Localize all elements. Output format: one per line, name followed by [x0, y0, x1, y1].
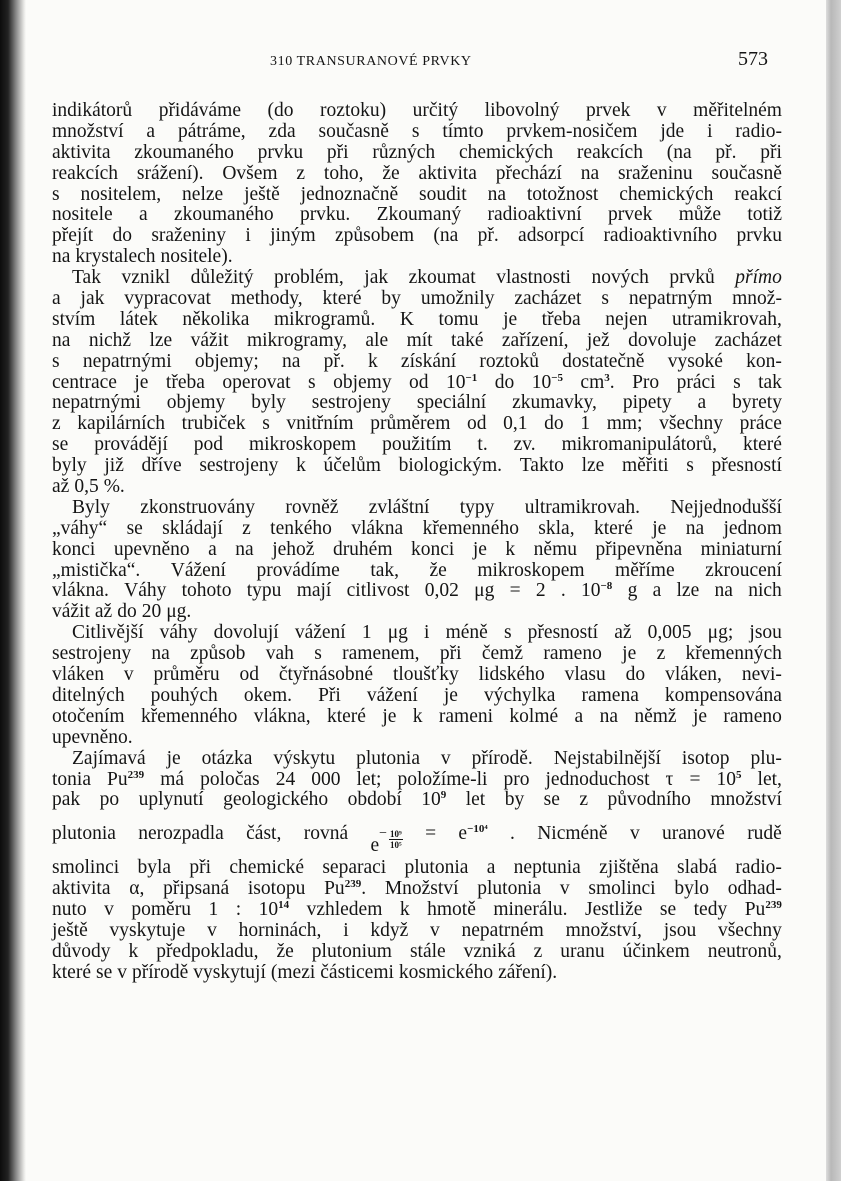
page-body-text: [52, 101, 782, 984]
text-line: důvody k předpokladu, že plutonium stále vzniká z uranu účinkem neutronů,: [52, 940, 782, 962]
text-line: a jak vypracovat methody, které by umožnily zacházet s nepatrným množ-: [52, 288, 782, 310]
text-line: „mistička“. Vážení provádíme tak, že mikroskopem měříme zkroucení: [52, 559, 782, 581]
text-line: na krystalech nositele).: [52, 246, 233, 268]
text-line: pak po uplynutí geologického období $10^9$ let by se z původního množství: [52, 789, 782, 811]
text-line: vláken v průměru od čtyřnásobné tloušťky lidského vlasu do vláken, nevi-: [52, 664, 782, 686]
text-line: se provádějí pod mikroskopem použitím t. zv. mikromanipulátorů, které: [52, 434, 782, 456]
text-line: aktivita zkoumaného prvku při různých chemických reakcích (na př. při: [52, 141, 782, 163]
text-line: tonia Pu$^{239}$ má poločas 24 000 let; položíme-li pro jednoduchost τ = $10^5$ let,: [52, 768, 782, 790]
superscript: 14: [278, 899, 290, 912]
superscript: 239: [344, 878, 362, 891]
text-line: ditelných pouhých okem. Při vážení je výchylka ramena kompensována: [52, 684, 782, 706]
superscript: −5: [551, 371, 563, 384]
text-line: konci upevněno a na jehož druhém konci je k němu připevněna miniaturní: [52, 538, 782, 560]
page-header: [52, 48, 782, 74]
exponent-fraction: $\frac{\text{10⁹}}{\text{10⁵}}$: [390, 829, 402, 851]
superscript: −8: [600, 580, 613, 593]
text-line: vážit až do 20 μg.: [52, 601, 192, 623]
text-line: nepatrnými objemy byly sestrojeny speciální zkumavky, pipety a byrety: [52, 392, 782, 414]
text-line: s nepatrnými objemy; na př. k získání roztoků dostatečně vysoké kon-: [52, 350, 782, 372]
text-line: přejít do sraženiny i jiným způsobem (na př. adsorpcí radioaktivního prvku: [52, 225, 782, 247]
text-line: vlákna. Váhy tohoto typu mají citlivost 0,02 μg = 2 . $10^{-8}$ g a lze na nich: [52, 580, 782, 602]
text-line: množství a pátráme, zda současně s tímto prvkem-nosičem jde i radio-: [52, 120, 782, 142]
text-line: aktivita α, připsaná isotopu Pu$^{239}$. Množství plutonia v smolinci bylo odhad-: [52, 878, 782, 900]
text-line: Citlivější váhy dovolují vážení 1 μg i méně s přesností až 0,005 μg; jsou: [72, 622, 782, 644]
superscript: −1: [465, 371, 478, 384]
text-line: nuto v poměru 1 : $10^{14}$ vzhledem k hmotě minerálu. Jestliže se tedy Pu$^{239}$: [52, 899, 782, 921]
text-line: byly již dříve sestrojeny k účelům biologickým. Takto lze měřiti s přesností: [52, 455, 782, 477]
scan-binding-shadow: [0, 0, 26, 1181]
running-title: 310 TRANSURANOVÉ PRVKY: [270, 54, 472, 69]
text-line: stvím látek několika mikrogramů. K tomu je třeba nejen utramikrovah,: [52, 308, 782, 330]
text-line: Byly zkonstruovány rovněž zvláštní typy ultramikrovah. Nejjednodušší: [72, 496, 782, 518]
page-number: 573: [738, 48, 768, 70]
superscript: 9: [440, 789, 447, 802]
text-line: centrace je třeba operovat s objemy od $10^{-1}$ do $10^{-5}$ $cm^3$. Pro práci s tak: [52, 371, 782, 393]
text-line: Zajímavá je otázka výskytu plutonia v přírodě. Nejstabilnější isotop plu-: [72, 747, 782, 769]
scan-page-edge: [826, 0, 841, 1181]
text-line: na nichž lze vážit mikrogramy, ale mít také zařízení, jež dovoluje zacházet: [52, 329, 782, 351]
text-line: plutonia nerozpadla část, rovná e− $\frac{\text{10⁹}}{\text{10⁵}}$ = $e^{-10^4}$ . Nicméně v uranové rudě: [52, 823, 782, 857]
text-line: otočením křemenného vlákna, které je k rameni kolmé a na němž je rameno: [52, 705, 782, 727]
text-line: z kapilárních trubiček s vnitřním průměrem od 0,1 do 1 mm; všechny práce: [52, 413, 782, 435]
text-line: „váhy“ se skládají z tenkého vlákna křemenného skla, které je na jednom: [52, 517, 782, 539]
superscript: 239: [765, 899, 782, 912]
italic-word: přímo: [735, 267, 782, 289]
text-line: sestrojeny na způsob vah s ramenem, při čemž rameno je z křemenných: [52, 643, 782, 665]
text-line: nositele a zkoumaného prvku. Zkoumaný radioaktivní prvek může totiž: [52, 204, 782, 226]
text-line: Tak vznikl důležitý problém, jak zkoumat vlastnosti nových prvků přímo: [72, 267, 782, 289]
superscript: 3: [604, 371, 610, 384]
text-line: upevněno.: [52, 726, 133, 748]
text-line: s nositelem, nelze ještě jednoznačně soudit na totožnost chemických reakcí: [52, 183, 782, 205]
superscript: 239: [127, 768, 145, 781]
text-line: reakcích srážení). Ovšem z toho, že aktivita přechází na sraženinu současně: [52, 162, 782, 184]
text-line: ještě vyskytuje v horninách, i když v nepatrném množství, jsou všechny: [52, 919, 782, 941]
text-line: až 0,5 %.: [52, 476, 125, 498]
text-line: indikátorů přidáváme (do roztoku) určitý libovolný prvek v měřitelném: [52, 100, 782, 121]
text-line: které se v přírodě vyskytují (mezi částicemi kosmického záření).: [52, 961, 558, 983]
text-line: smolinci byla při chemické separaci plutonia a neptunia zjištěna slabá radio-: [52, 857, 782, 879]
superscript: −10⁴: [467, 823, 488, 836]
superscript: 5: [735, 768, 742, 781]
